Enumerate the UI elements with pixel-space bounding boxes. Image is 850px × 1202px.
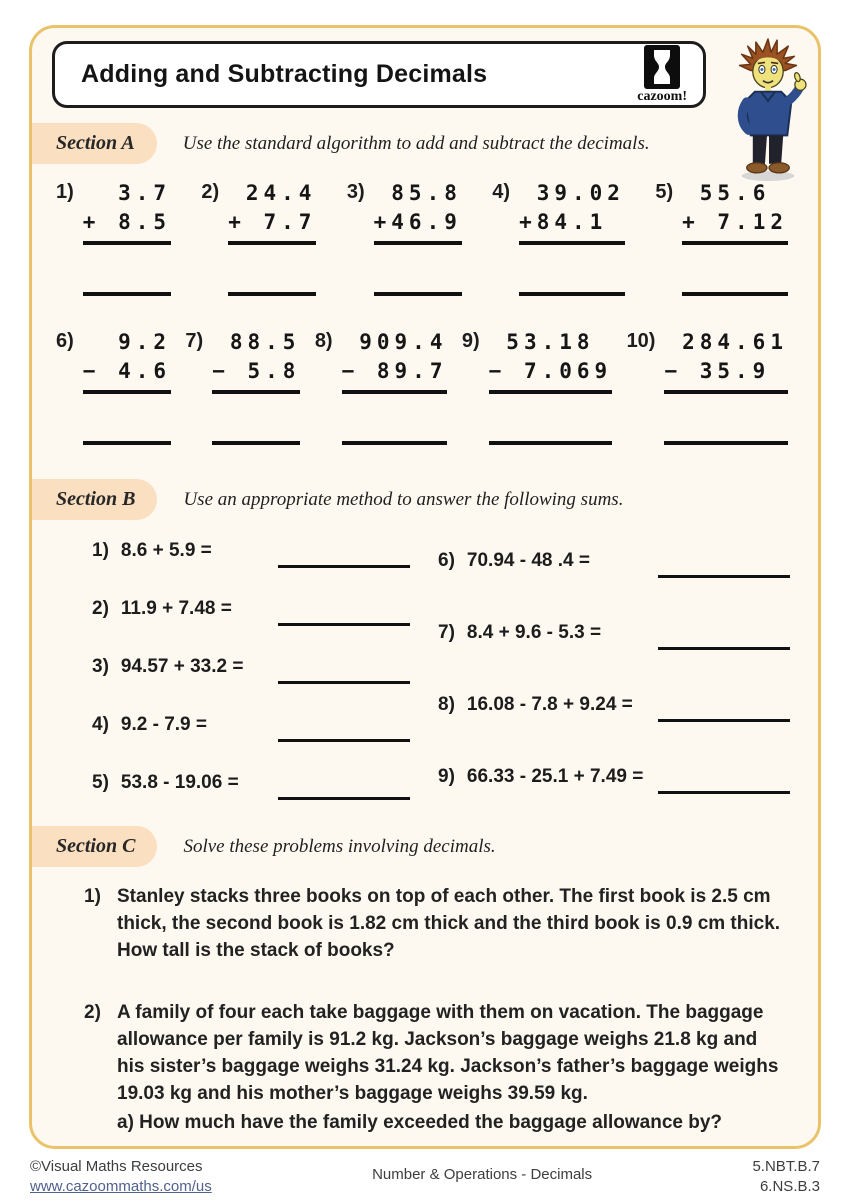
problem-number: 4): [492, 181, 511, 203]
footer-standards: [752, 1157, 820, 1197]
problem-body: [117, 999, 786, 1149]
sum-problem: [438, 766, 790, 788]
answer-line: [658, 626, 790, 650]
problem-expression: 8.6 + 5.9 =: [120, 540, 212, 561]
problem-number: 2): [84, 1002, 101, 1023]
problem-number: 9): [461, 330, 480, 352]
worksheet-page: [29, 25, 821, 1149]
problem-number: 7): [438, 622, 455, 643]
answer-line: [212, 441, 300, 445]
website-link[interactable]: www.cazoommaths.com/us: [30, 1178, 212, 1195]
bottom-operand: − 5.8: [212, 359, 301, 383]
section-b-columns: [92, 540, 818, 794]
section-c-instruction: Solve these problems involving decimals.: [183, 835, 496, 857]
problem-text: Stanley stacks three books on top of each other. The first book is 2.5 cm thick, the second book is 1.82 cm thick and the third book is 0.9 cm thick. How tall is the stack of books?: [117, 886, 781, 961]
problem-number: 3): [346, 181, 365, 203]
problem-number: 10): [626, 330, 656, 352]
problem-number: 8): [314, 330, 333, 352]
bottom-operand: + 8.5: [82, 210, 172, 234]
cazoom-logo: [637, 45, 687, 104]
answer-line: [682, 292, 788, 296]
section-b-right-column: [438, 540, 790, 794]
answer-line: [658, 554, 790, 578]
algorithm-problem: [185, 328, 300, 445]
problem-expression: 16.08 - 7.8 + 9.24 =: [466, 694, 633, 715]
header: [52, 41, 706, 108]
answer-line: [658, 770, 790, 794]
top-operand: 55.6: [682, 181, 788, 205]
answer-line: [658, 698, 790, 722]
bottom-operand: + 7.7: [228, 210, 317, 234]
standard-code: 6.NS.B.3: [759, 1178, 820, 1195]
bottom-operand: +46.9: [373, 210, 462, 234]
top-operand: 88.5: [212, 330, 301, 354]
bottom-operand: − 7.069: [488, 359, 613, 383]
sum-bar: [374, 241, 462, 245]
section-a-header: [32, 123, 818, 164]
problem-body: [117, 883, 786, 964]
problem-expression: 9.2 - 7.9 =: [120, 714, 207, 735]
problem-number: 3): [92, 656, 109, 677]
problem-expression: 8.4 + 9.6 - 5.3 =: [466, 622, 602, 643]
sum-bar: [212, 390, 300, 394]
problem-numerals: [83, 179, 171, 296]
answer-line: [278, 718, 410, 742]
section-a-row-2: [32, 328, 818, 445]
section-c-header: [32, 826, 818, 867]
section-c-problems: [84, 883, 786, 1149]
cazoom-logo-text: cazoom!: [637, 89, 687, 104]
answer-line: [83, 441, 171, 445]
sum-bar: [489, 390, 613, 394]
top-operand: 39.02: [519, 181, 625, 205]
section-b-instruction: Use an appropriate method to answer the following sums.: [183, 488, 624, 510]
sum-bar: [83, 390, 171, 394]
sum-problem: [92, 540, 410, 562]
algorithm-problem: [462, 328, 612, 445]
problem-number: 5): [655, 181, 674, 203]
problem-numerals: [228, 179, 316, 296]
page-title: Adding and Subtracting Decimals: [81, 60, 488, 88]
algorithm-problem: [492, 179, 625, 296]
problem-number: 9): [438, 766, 455, 787]
sum-bar: [682, 241, 788, 245]
problem-number: 1): [84, 886, 101, 907]
problem-number: 7): [185, 330, 204, 352]
problem-number: 6): [438, 550, 455, 571]
sum-problem: [438, 550, 790, 572]
section-c-label: Section C: [30, 826, 157, 867]
problem-number: 4): [92, 714, 109, 735]
answer-line: [664, 441, 788, 445]
problem-number: 2): [92, 598, 109, 619]
problem-number: 2): [201, 181, 220, 203]
problem-numerals: [489, 328, 613, 445]
title-box: [52, 41, 706, 108]
answer-line: [342, 441, 448, 445]
section-a-row-1: [32, 179, 818, 296]
sum-bar: [83, 241, 171, 245]
algorithm-problem: [56, 328, 171, 445]
top-operand: 24.4: [228, 181, 317, 205]
sum-bar: [519, 241, 625, 245]
problem-numerals: [519, 179, 625, 296]
answer-line: [278, 602, 410, 626]
top-operand: 9.2: [82, 330, 172, 354]
bottom-operand: − 89.7: [341, 359, 448, 383]
answer-line: [228, 292, 316, 296]
problem-expression: 70.94 - 48 .4 =: [466, 550, 590, 571]
section-a-instruction: Use the standard algorithm to add and subtract the decimals.: [182, 132, 650, 154]
boy-mascot-illustration: [726, 33, 810, 183]
bottom-operand: + 7.12: [682, 210, 788, 234]
section-b-left-column: [92, 540, 410, 794]
algorithm-problem: [627, 328, 788, 445]
top-operand: 284.61: [664, 330, 788, 354]
section-b-header: [32, 479, 818, 520]
sum-bar: [228, 241, 316, 245]
problem-number: 6): [56, 330, 74, 352]
top-operand: 85.8: [373, 181, 462, 205]
algorithm-problem: [201, 179, 316, 296]
sum-problem: [438, 694, 790, 716]
sum-problem: [92, 714, 410, 736]
bottom-operand: − 35.9: [664, 359, 788, 383]
footer-attribution: [30, 1157, 212, 1197]
problem-number: 8): [438, 694, 455, 715]
algorithm-problem: [347, 179, 462, 296]
problem-number: 1): [92, 540, 109, 561]
sum-problem: [92, 656, 410, 678]
sum-problem: [92, 598, 410, 620]
answer-line: [83, 292, 171, 296]
problem-numerals: [682, 179, 788, 296]
answer-line: [278, 660, 410, 684]
algorithm-problem: [315, 328, 448, 445]
sum-bar: [664, 390, 788, 394]
answer-line: [374, 292, 462, 296]
section-b-label: Section B: [30, 479, 157, 520]
problem-number: 5): [92, 772, 109, 793]
problem-expression: 94.57 + 33.2 =: [120, 656, 244, 677]
cazoom-logo-icon: [644, 45, 680, 89]
top-operand: 53.18: [488, 330, 613, 354]
problem-numerals: [664, 328, 788, 445]
bottom-operand: +84.1: [519, 210, 625, 234]
bottom-operand: − 4.6: [82, 359, 172, 383]
algorithm-problem: [56, 179, 171, 296]
problem-numerals: [342, 328, 448, 445]
word-problem: [84, 999, 786, 1149]
sum-problem: [92, 772, 410, 794]
footer-topic: Number & Operations - Decimals: [372, 1166, 593, 1183]
copyright-text: ©Visual Maths Resources: [30, 1158, 203, 1175]
problem-expression: 66.33 - 25.1 + 7.49 =: [466, 766, 644, 787]
problem-expression: 53.8 - 19.06 =: [120, 772, 239, 793]
answer-line: [278, 776, 410, 800]
sum-bar: [342, 390, 448, 394]
problem-numerals: [83, 328, 171, 445]
problem-number: 1): [56, 181, 74, 203]
problem-numerals: [212, 328, 300, 445]
top-operand: 3.7: [82, 181, 172, 205]
standard-code: 5.NBT.B.7: [752, 1158, 820, 1175]
footer: [30, 1157, 820, 1197]
word-problem: [84, 883, 786, 964]
problem-subpart: a) How much have the family exceeded the baggage allowance by?: [117, 1112, 723, 1133]
section-a-label: Section A: [30, 123, 157, 164]
answer-line: [489, 441, 613, 445]
sum-problem: [438, 622, 790, 644]
algorithm-problem: [655, 179, 788, 296]
problem-text: A family of four each take baggage with them on vacation. The baggage allowance per family is 91.2 kg. Jackson’s baggage weighs 21.8 kg and his sister’s baggage weighs 31.24 kg. Jackson’s father’s baggage weighs 19.03 kg and his mother’s baggage weighs 39.59 kg.: [117, 1002, 779, 1104]
answer-line: [519, 292, 625, 296]
answer-line: [278, 544, 410, 568]
top-operand: 909.4: [341, 330, 448, 354]
problem-expression: 11.9 + 7.48 =: [120, 598, 232, 619]
problem-numerals: [374, 179, 462, 296]
